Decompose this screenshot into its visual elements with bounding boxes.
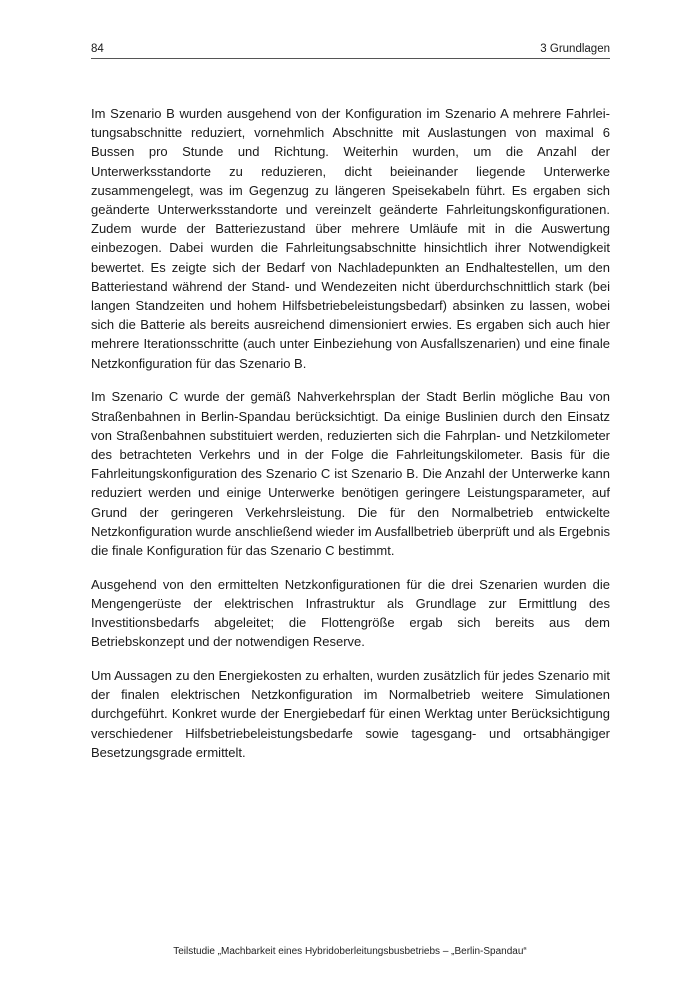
page-header: [91, 42, 610, 59]
page-number: 84: [91, 43, 104, 55]
paragraph-szenario-b: Im Szenario B wurden ausgehend von der Konfiguration im Szenario A mehrere Fahrleitungsabschnitte reduziert, vornehmlich Abschnitte mit Auslastungen von maximal 6 Bussen pro Stunde und Richtung. Weiterhin wurden, um die Anzahl der Unterwerksstandorte zu reduzieren, dicht beieinander liegende Unterwerke zusammengelegt, was im Gegenzug zu längeren Speisekabeln führt. Es ergaben sich geänderte Unterwerksstandorte und vereinzelt geänderte Fahrleitungskonfigurationen. Zudem wurde der Batteriezustand über mehrere Umläufe mit in die Auswertung einbezogen. Dabei wurden die Fahrleitungsabschnitte hinsichtlich ihrer Notwendigkeit bewertet. Es zeigte sich der Bedarf von Nachladepunkten an Endhaltestellen, um den Batteriestand während der Stand- und Wendezeiten nicht überdurchschnittlich stark (bei langen Standzeiten und hohem Hilfsbetriebeleistungsbedarf) absinken zu lassen, wobei sich die Batterie als bereits ausreichend dimensioniert erwies. Es ergaben sich auch hier mehrere Iterationsschritte (auch unter Einbeziehung von Ausfallszenarien) und eine finale Netzkonfiguration für das Szenario B.: [91, 106, 610, 371]
paragraph-mengengerueste: Ausgehend von den ermittelten Netzkonfigurationen für die drei Szenarien wurden die Mengengerüste der elektrischen Infrastruktur als Grundlage zur Ermittlung des Investitionsbedarfs abgeleitet; die Flottengröße ergab sich bereits aus dem Betriebskonzept und der notwendigen Reserve.: [91, 576, 610, 650]
chapter-title: 3 Grundlagen: [540, 43, 610, 55]
page-footer: Teilstudie „Machbarkeit eines Hybridoberleitungsbusbetriebs – „Berlin-Spandau“: [173, 946, 527, 957]
body-text: [91, 104, 610, 777]
paragraph-energiekosten: Um Aussagen zu den Energiekosten zu erhalten, wurden zusätzlich für jedes Szenario mit der finalen elektrischen Netzkonfiguration im Normalbetrieb weitere Simulationen durchgeführt. Konkret wurde der Energiebedarf für einen Werktag unter Berücksichtigung verschiedener Hilfsbetriebeleistungsbedarfe sowie tagesgang- und ortsabhängiger Besetzungsgrade ermittelt.: [91, 667, 610, 760]
paragraph-szenario-c: Im Szenario C wurde der gemäß Nahverkehrsplan der Stadt Berlin mögliche Bau von Straßenbahnen in Berlin-Spandau berücksichtigt. Da einige Buslinien durch den Einsatz von Straßenbahnen substituiert werden, reduzierten sich die Fahrplan- und Netzkilometer des betrachteten Verkehrs und in der Folge die Fahrleitungskilometer. Basis für die Fahrleitungskonfiguration des Szenario C ist Szenario B. Die Anzahl der Unterwerke kann reduziert werden und einige Unterwerke benötigen geringere Leistungsparameter, auf Grund der geringeren Verkehrsleistung. Die für den Normalbetrieb entwickelte Netzkonfiguration wurde anschließend wieder im Ausfallbetrieb überprüft und als Ergebnis die finale Konfiguration für das Szenario C bestimmt.: [91, 389, 610, 558]
